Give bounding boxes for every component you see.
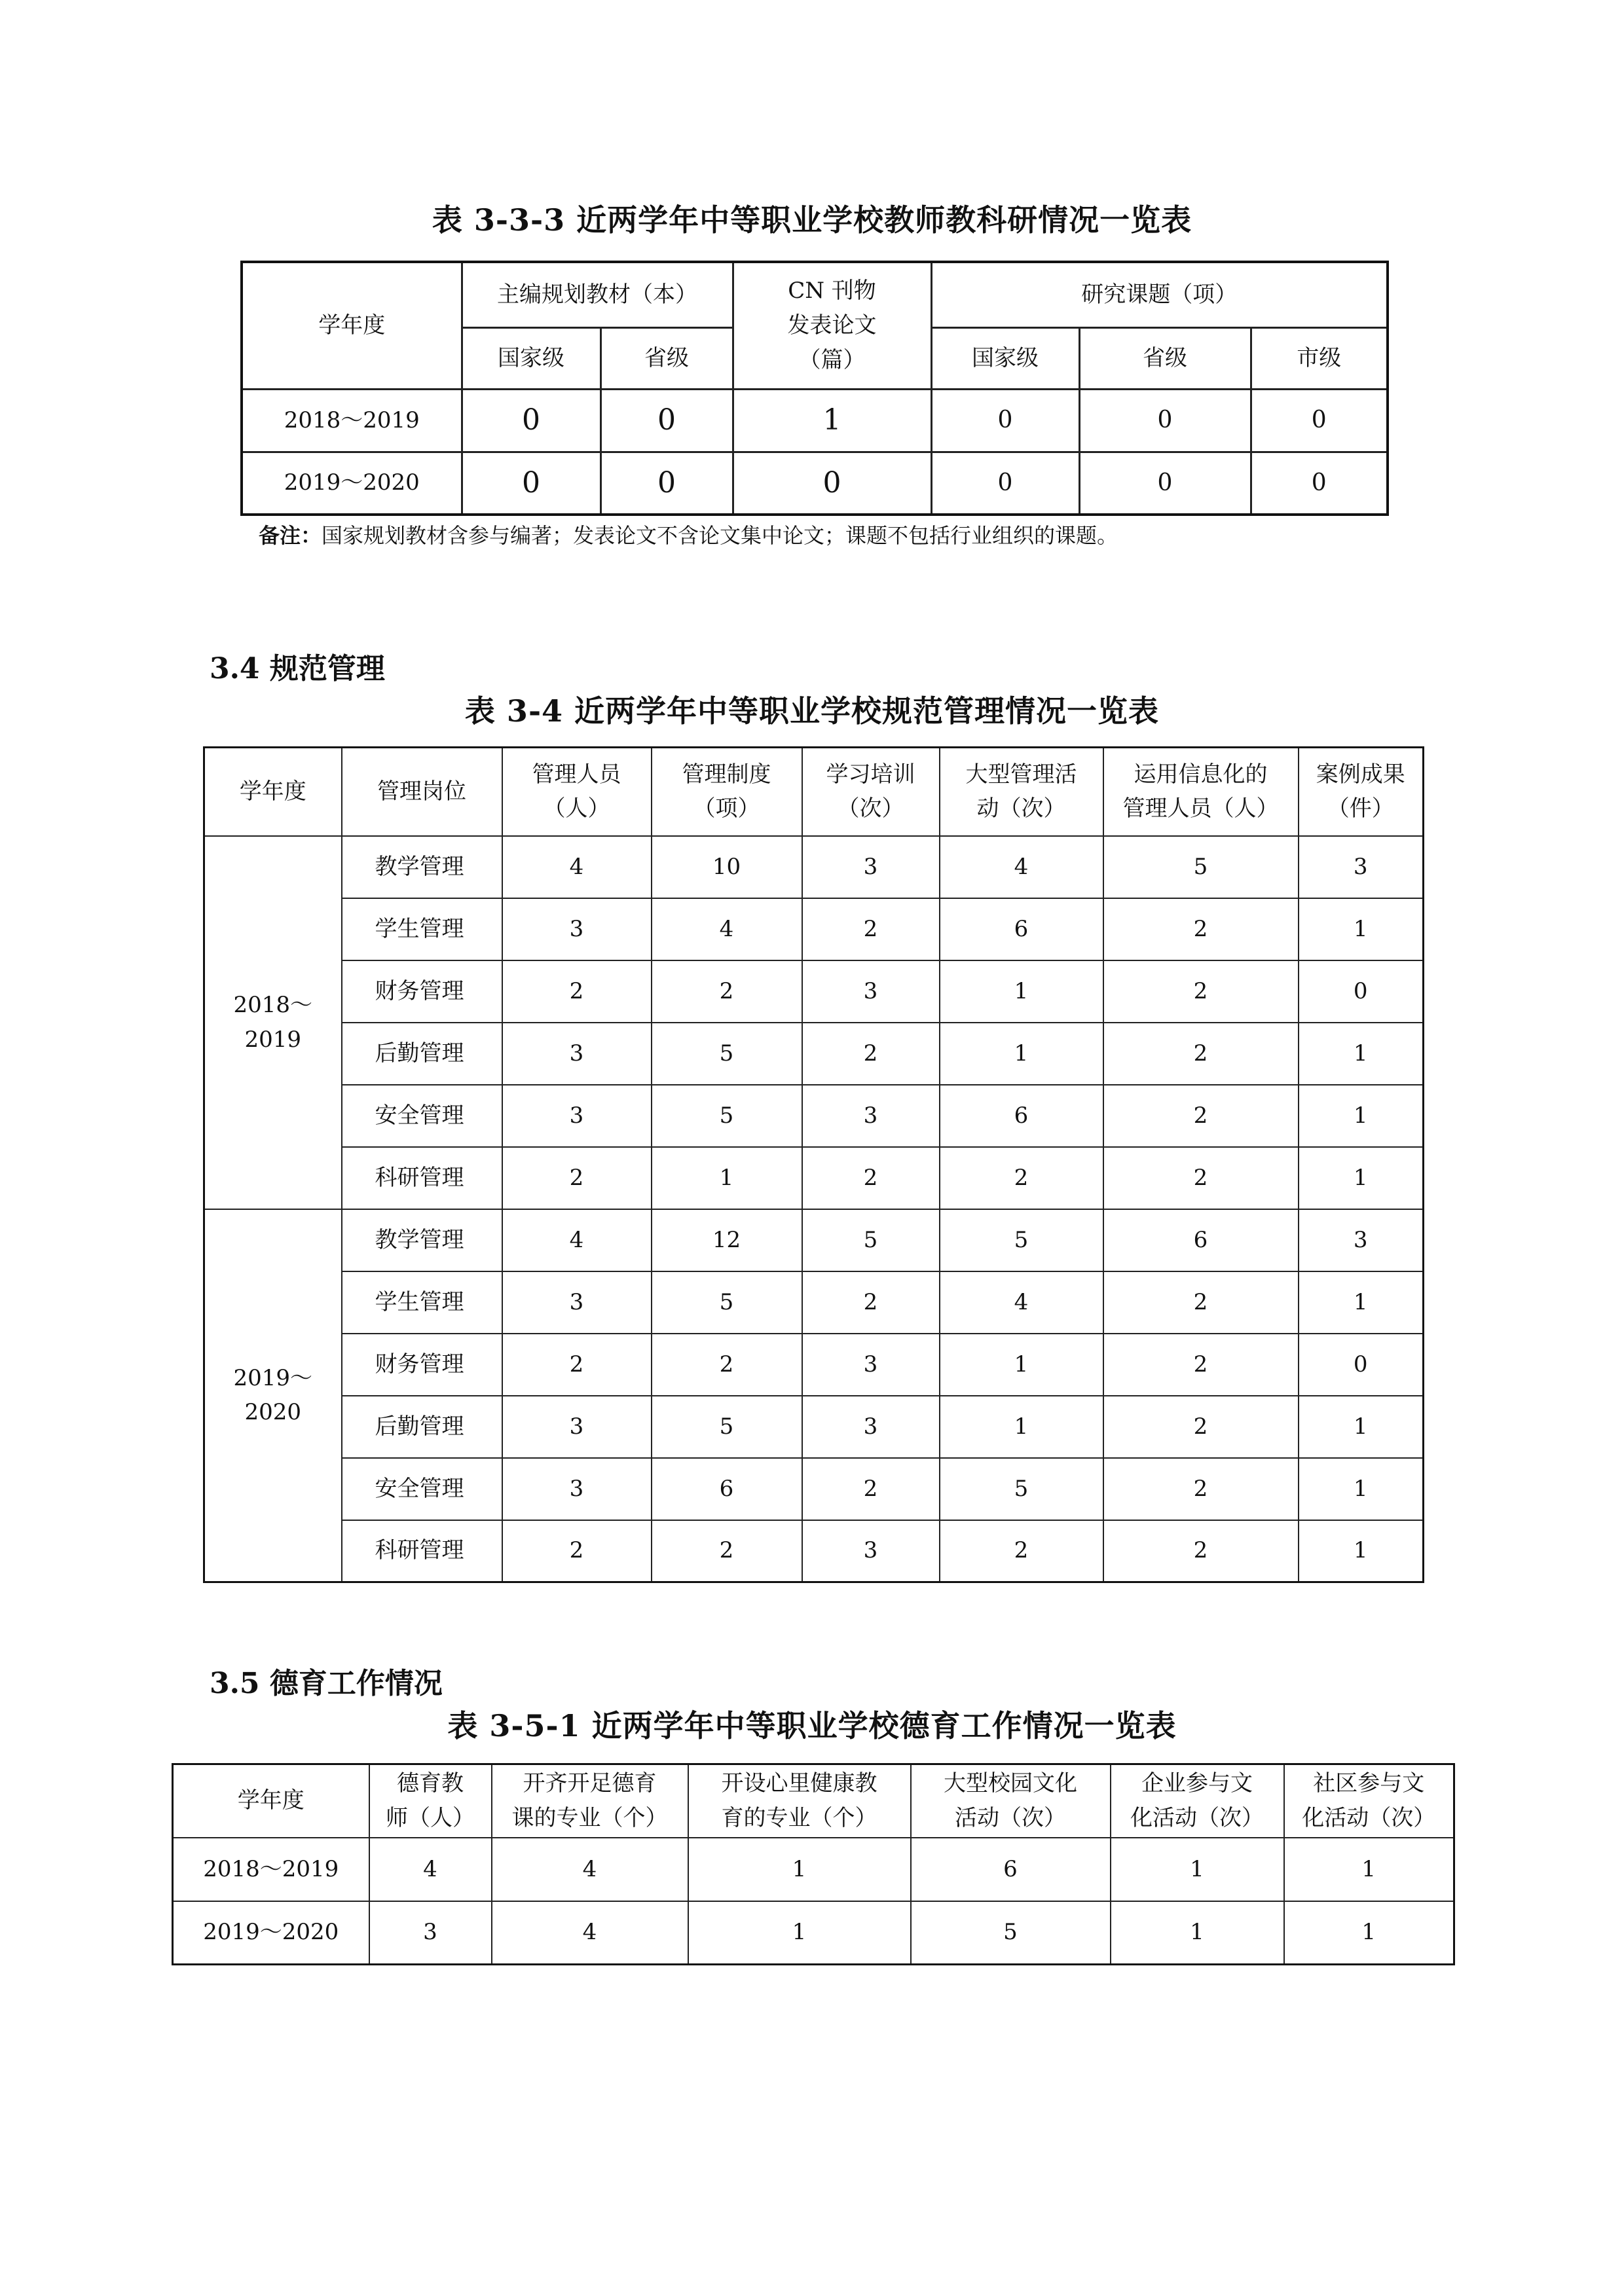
cell-value: 4 [940,1271,1103,1334]
cell-value: 1 [1299,1520,1424,1582]
cell-value: 2 [1103,1085,1299,1147]
cell-value: 1 [1299,1458,1424,1520]
table-3-4 [203,746,1424,1583]
cell-value: 4 [492,1901,688,1965]
table-3-3-3-caption: 表 3-3-3 近两学年中等职业学校教师教科研情况一览表 [432,202,1192,238]
cell-post: 教学管理 [342,1209,502,1271]
header-project: 研究课题（项） [931,262,1388,327]
cell-value: 0 [462,452,600,515]
cell-value: 3 [802,1520,940,1582]
cell-year: 2019～2020 [242,452,462,515]
cell-value: 1 [940,960,1103,1023]
table-3-5-1 [172,1763,1455,1965]
header-cell [652,748,802,836]
cell-value: 3 [802,1085,940,1147]
table-row [204,1520,1424,1582]
cell-year: 2018～2019 [242,389,462,452]
cell-value: 0 [600,389,733,452]
header-line: 学年度 [237,1787,304,1814]
cell-value: 2 [1103,1334,1299,1396]
header-cell [173,1764,369,1838]
cell-value: 5 [652,1396,802,1458]
cell-post: 学生管理 [342,1271,502,1334]
table-row [204,1209,1424,1271]
cell-value: 0 [733,452,931,515]
cell-value: 6 [1103,1209,1299,1271]
cell-value: 1 [1111,1838,1284,1901]
header-line: 管理人员 [532,761,621,788]
table-row [204,1334,1424,1396]
cell-value: 3 [802,1334,940,1396]
header-cell [342,748,502,836]
cell-value: 12 [652,1209,802,1271]
header-line: 育的专业（个） [721,1804,877,1831]
table-row [204,1396,1424,1458]
cell-value: 2 [1103,1458,1299,1520]
cell-value: 2 [802,1271,940,1334]
cell-value: 1 [1299,1396,1424,1458]
cell-value: 2 [802,898,940,960]
header-project-city: 市级 [1251,327,1388,389]
cell-value: 1 [940,1023,1103,1085]
cell-value: 3 [369,1901,492,1965]
table-row [242,452,1388,515]
header-paper: CN 刊物 发表论文 （篇） [733,262,931,389]
cell-value: 1 [1111,1901,1284,1965]
header-line: 开齐开足德育 [523,1770,657,1797]
table-row [204,1085,1424,1147]
cell-post: 财务管理 [342,960,502,1023]
cell-value: 5 [940,1458,1103,1520]
table-3-5-1-caption: 表 3-5-1 近两学年中等职业学校德育工作情况一览表 [447,1708,1177,1743]
cell-value: 0 [931,452,1079,515]
year-line: 2020 [244,1399,302,1426]
cell-value: 2 [502,960,652,1023]
cell-value: 1 [688,1838,911,1901]
cell-value: 1 [688,1901,911,1965]
table-row [173,1838,1454,1901]
cell-value: 2 [940,1147,1103,1209]
cell-post: 安全管理 [342,1458,502,1520]
cell-value: 0 [1251,452,1388,515]
cell-value: 0 [1079,452,1251,515]
cell-value: 0 [1079,389,1251,452]
cell-value: 3 [1299,836,1424,898]
cell-value: 5 [652,1023,802,1085]
cell-value: 1 [733,389,931,452]
cell-value: 2 [940,1520,1103,1582]
cell-value: 0 [931,389,1079,452]
cell-value: 10 [652,836,802,898]
header-cell [802,748,940,836]
table-row [204,898,1424,960]
cell-year [204,836,342,1209]
cell-value: 1 [1299,1147,1424,1209]
header-line: 师（人） [386,1804,475,1831]
header-cell [1299,748,1424,836]
cell-value: 5 [1103,836,1299,898]
header-cell [502,748,652,836]
year-line: 2019～ [233,1364,313,1391]
header-line: 活动（次） [955,1804,1066,1831]
cell-post: 后勤管理 [342,1396,502,1458]
year-line: 2018～ [233,991,313,1018]
cell-value: 3 [502,1271,652,1334]
header-line: 管理岗位 [377,778,466,805]
cell-value: 6 [911,1838,1111,1901]
cell-value: 0 [462,389,600,452]
cell-value: 3 [802,1396,940,1458]
cell-year [204,1209,342,1582]
header-line: 化活动（次） [1302,1804,1436,1831]
cell-value: 1 [940,1334,1103,1396]
cell-value: 2 [652,1520,802,1582]
cell-value: 2 [502,1520,652,1582]
cell-value: 1 [1284,1838,1454,1901]
header-line: 案例成果 [1316,761,1405,788]
header-project-national: 国家级 [931,327,1079,389]
header-line: 社区参与文 [1313,1770,1425,1797]
cell-value: 2 [802,1458,940,1520]
table-3-3-3-note [259,519,1118,549]
cell-value: 1 [1284,1901,1454,1965]
cell-value: 2 [1103,1147,1299,1209]
cell-value: 2 [652,1334,802,1396]
header-line: 动（次） [976,795,1066,822]
note-text: 国家规划教材含参与编著；发表论文不含论文集中论文；课题不包括行业组织的课题。 [322,523,1118,548]
cell-value: 6 [940,1085,1103,1147]
header-line: 学习培训 [826,761,915,788]
header-textbook-national: 国家级 [462,327,600,389]
table-row [204,960,1424,1023]
header-cell [1111,1764,1284,1838]
cell-value: 1 [1299,1023,1424,1085]
cell-value: 5 [802,1209,940,1271]
cell-value: 2 [1103,898,1299,960]
cell-value: 4 [492,1838,688,1901]
header-line: （件） [1327,795,1394,822]
cell-value: 3 [1299,1209,1424,1271]
header-line: 德育教 [397,1770,464,1797]
section-3-4-heading: 3.4 规范管理 [210,652,385,685]
cell-value: 2 [1103,1396,1299,1458]
table-row [204,1147,1424,1209]
cell-post: 科研管理 [342,1147,502,1209]
header-line: 课的专业（个） [511,1804,668,1831]
header-cell [911,1764,1111,1838]
cell-post: 安全管理 [342,1085,502,1147]
table-row [204,1271,1424,1334]
cell-year: 2019～2020 [173,1901,369,1965]
cell-value: 3 [502,898,652,960]
cell-value: 4 [940,836,1103,898]
cell-value: 1 [1299,1085,1424,1147]
header-line: （人） [543,795,610,822]
cell-value: 1 [940,1396,1103,1458]
cell-value: 3 [802,960,940,1023]
header-cell [492,1764,688,1838]
table-row [242,389,1388,452]
cell-value: 3 [502,1458,652,1520]
cell-value: 2 [1103,1271,1299,1334]
cell-year: 2018～2019 [173,1838,369,1901]
cell-value: 6 [940,898,1103,960]
header-year: 学年度 [242,262,462,389]
cell-value: 2 [502,1334,652,1396]
cell-post: 教学管理 [342,836,502,898]
header-line: 大型管理活 [965,761,1077,788]
cell-post: 财务管理 [342,1334,502,1396]
cell-value: 4 [369,1838,492,1901]
header-line: 学年度 [239,778,306,805]
table-row [204,836,1424,898]
cell-value: 0 [1299,960,1424,1023]
table-row [204,1458,1424,1520]
table-row [173,1901,1454,1965]
header-cell [940,748,1103,836]
header-cell [204,748,342,836]
table-3-4-caption: 表 3-4 近两学年中等职业学校规范管理情况一览表 [464,693,1160,729]
header-line: 开设心里健康教 [721,1770,877,1797]
cell-value: 3 [502,1085,652,1147]
header-line: 大型校园文化 [944,1770,1077,1797]
table-3-3-3 [240,261,1389,516]
header-line: 管理人员（人） [1122,795,1279,822]
cell-value: 2 [802,1147,940,1209]
header-line: 管理制度 [682,761,771,788]
cell-value: 2 [802,1023,940,1085]
cell-value: 3 [502,1396,652,1458]
cell-value: 0 [600,452,733,515]
header-cell [688,1764,911,1838]
cell-value: 2 [1103,960,1299,1023]
header-textbook: 主编规划教材（本） [462,262,733,327]
cell-value: 5 [911,1901,1111,1965]
cell-value: 5 [652,1085,802,1147]
cell-value: 1 [1299,898,1424,960]
header-cell [1284,1764,1454,1838]
header-line: 企业参与文 [1141,1770,1253,1797]
cell-value: 0 [1299,1334,1424,1396]
header-cell [1103,748,1299,836]
header-line: （次） [837,795,904,822]
cell-post: 后勤管理 [342,1023,502,1085]
cell-value: 5 [652,1271,802,1334]
cell-value: 5 [940,1209,1103,1271]
header-line: 化活动（次） [1130,1804,1264,1831]
cell-value: 3 [502,1023,652,1085]
cell-post: 学生管理 [342,898,502,960]
table-row [204,1023,1424,1085]
header-project-province: 省级 [1079,327,1251,389]
cell-value: 2 [1103,1023,1299,1085]
header-line: （项） [693,795,760,822]
note-label: 备注： [259,523,322,548]
header-line: 运用信息化的 [1134,761,1268,788]
header-cell [369,1764,492,1838]
cell-value: 1 [1299,1271,1424,1334]
section-3-5-heading: 3.5 德育工作情况 [210,1667,443,1700]
cell-value: 4 [502,836,652,898]
cell-value: 2 [1103,1520,1299,1582]
cell-value: 6 [652,1458,802,1520]
cell-value: 4 [652,898,802,960]
cell-value: 4 [502,1209,652,1271]
cell-value: 0 [1251,389,1388,452]
cell-value: 2 [652,960,802,1023]
year-line: 2019 [244,1026,302,1053]
header-textbook-province: 省级 [600,327,733,389]
cell-post: 科研管理 [342,1520,502,1582]
cell-value: 1 [652,1147,802,1209]
cell-value: 2 [502,1147,652,1209]
cell-value: 3 [802,836,940,898]
